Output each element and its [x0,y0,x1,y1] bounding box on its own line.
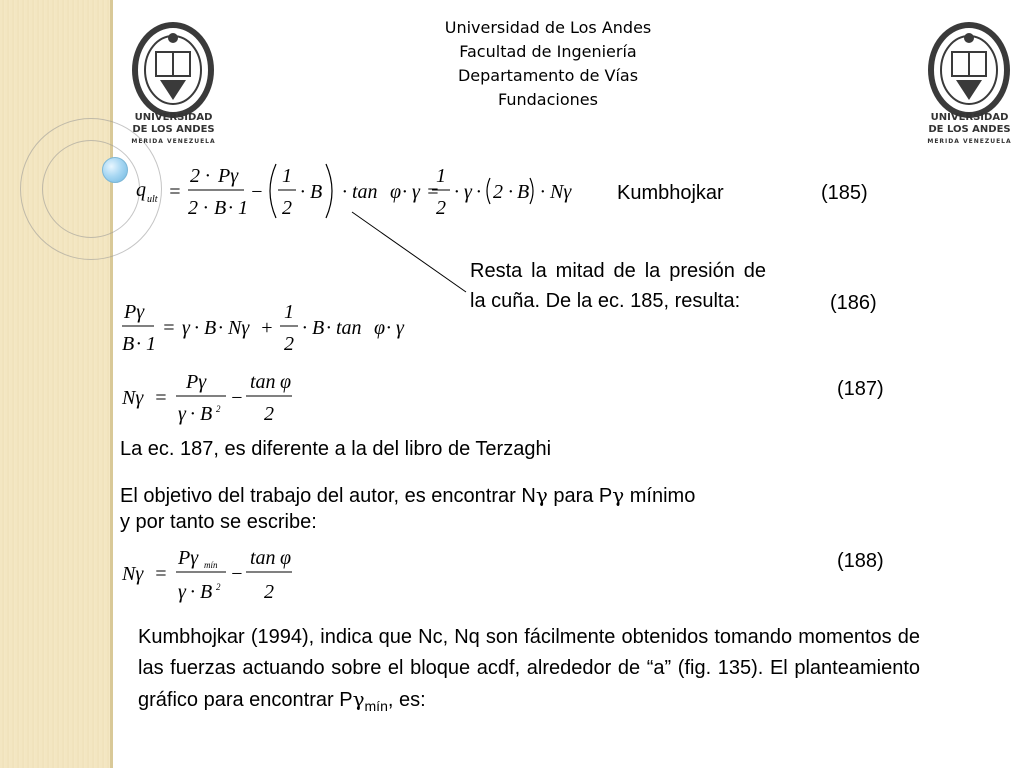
svg-text:=: = [426,181,440,203]
svg-text:1: 1 [284,301,294,323]
svg-text:Pγ: Pγ [178,547,199,569]
svg-text:·: · [218,317,223,339]
svg-text:B: B [214,197,227,219]
gamma-symbol: γ [352,687,365,711]
gamma-subscript-min: mín [364,698,388,714]
svg-text:γ: γ [178,403,186,425]
svg-text:·: · [454,181,459,203]
svg-text:γ: γ [182,317,190,339]
svg-text:ult: ult [147,194,158,205]
svg-text:=: = [154,387,168,409]
svg-text:B: B [517,181,530,203]
svg-text:·: · [302,317,307,339]
logo-name-line2: DE LOS ANDES [132,124,215,135]
svg-text:2: 2 [216,582,221,592]
svg-text:Nγ: Nγ [122,563,144,585]
svg-text:· 1: · 1 [228,197,248,219]
svg-text:Nγ: Nγ [122,387,144,409]
header-department: Departamento de Vías [457,66,639,85]
svg-text:=: = [162,317,176,339]
paragraph-terzaghi-note: La ec. 187, es diferente a la del libro de Terzaghi [120,438,552,460]
paragraph-objective [120,482,880,535]
svg-text:·: · [194,317,199,339]
logo-name-line2: DE LOS ANDES [928,124,1011,135]
svg-text:B: B [200,403,213,425]
svg-text:·: · [300,181,305,203]
logo-place: MERIDA VENEZUELA [927,138,1012,145]
svg-text:B: B [122,333,135,355]
svg-text:·: · [476,181,481,203]
svg-text:2 ·: 2 · [493,181,513,203]
svg-text:q: q [136,179,146,201]
paragraph-objective-part3: mínimo [624,485,696,507]
svg-text:Nγ: Nγ [228,317,250,339]
svg-text:2: 2 [264,581,274,603]
paragraph-objective-part1: El objetivo del trabajo del autor, es encontrar N [120,485,536,507]
svg-text:2: 2 [436,197,446,219]
svg-text:φ: φ [280,547,292,569]
svg-text:1: 1 [436,165,446,187]
equation-185-number: (185) [821,182,868,204]
paragraph-kumbhojkar [138,622,920,722]
svg-text:·: · [190,403,195,425]
equation-187-number: (187) [837,378,884,400]
equation-188-number: (188) [837,550,884,572]
paragraph-kumbhojkar-end: , es: [387,689,426,711]
svg-text:1: 1 [282,165,292,187]
svg-text:·: · [190,581,195,603]
paragraph-kumbhojkar-text: Kumbhojkar (1994), indica que Nc, Nq son fácilmente obtenidos tomando momentos de las fuerzas actuando sobre el bloque acdf, alrededor de “a” (fig. 135). El planteamiento gráfico para encontrar P [138,626,920,711]
svg-text:−: − [250,181,264,203]
equation-185-author: Kumbhojkar [617,182,724,204]
svg-text:=: = [154,563,168,585]
svg-text:2 ·: 2 · [188,197,208,219]
svg-text:2: 2 [216,404,221,414]
svg-text:B: B [310,181,323,203]
svg-text:φ: φ [280,371,292,393]
equation-188 [120,542,310,611]
logo-place: MERIDA VENEZUELA [131,138,216,145]
equation-186 [120,296,420,363]
svg-text:·: · [540,181,545,203]
svg-text:B: B [200,581,213,603]
svg-text:γ: γ [412,181,420,203]
svg-text:Nγ: Nγ [550,181,572,203]
svg-text:2: 2 [284,333,294,355]
svg-text:φ: φ [390,181,402,203]
svg-text:·: · [386,317,391,339]
svg-text:φ: φ [374,317,386,339]
svg-text:−: − [230,387,244,409]
svg-text:Pγ: Pγ [186,371,207,393]
svg-text:· tan: · tan [342,181,378,203]
svg-text:tan: tan [250,547,276,569]
paragraph-objective-part2: para P [547,485,613,507]
svg-text:B: B [204,317,217,339]
equation-186-number: (186) [830,292,877,314]
svg-text:+: + [260,317,274,339]
logo-name-line1: UNIVERSIDAD [930,112,1009,123]
svg-text:2: 2 [264,403,274,425]
header-course: Fundaciones [498,90,598,109]
svg-text:Pγ: Pγ [124,301,145,323]
equation-187 [120,366,310,433]
svg-text:B: B [312,317,325,339]
svg-text:2: 2 [282,197,292,219]
callout-text: Resta la mitad de la presión de la cuña. De la ec. 185, resulta: [470,260,766,312]
svg-text:2 ·: 2 · [190,165,210,187]
svg-text:γ: γ [396,317,404,339]
paragraph-objective-line2: y por tanto se escribe: [120,511,317,533]
svg-text:γ: γ [464,181,472,203]
svg-text:−: − [230,563,244,585]
svg-text:· 1: · 1 [136,333,156,355]
svg-text:tan: tan [250,371,276,393]
svg-text:·: · [402,181,407,203]
gamma-symbol: γ [612,483,625,507]
header-faculty: Facultad de Ingeniería [459,42,637,61]
svg-text:Pγ: Pγ [218,165,239,187]
logo-name-line1: UNIVERSIDAD [134,112,213,123]
svg-text:mín: mín [204,560,218,570]
svg-text:· tan: · tan [326,317,362,339]
gamma-symbol: γ [535,483,548,507]
header-university: Universidad de Los Andes [444,18,652,37]
svg-text:=: = [168,181,182,203]
svg-text:γ: γ [178,581,186,603]
